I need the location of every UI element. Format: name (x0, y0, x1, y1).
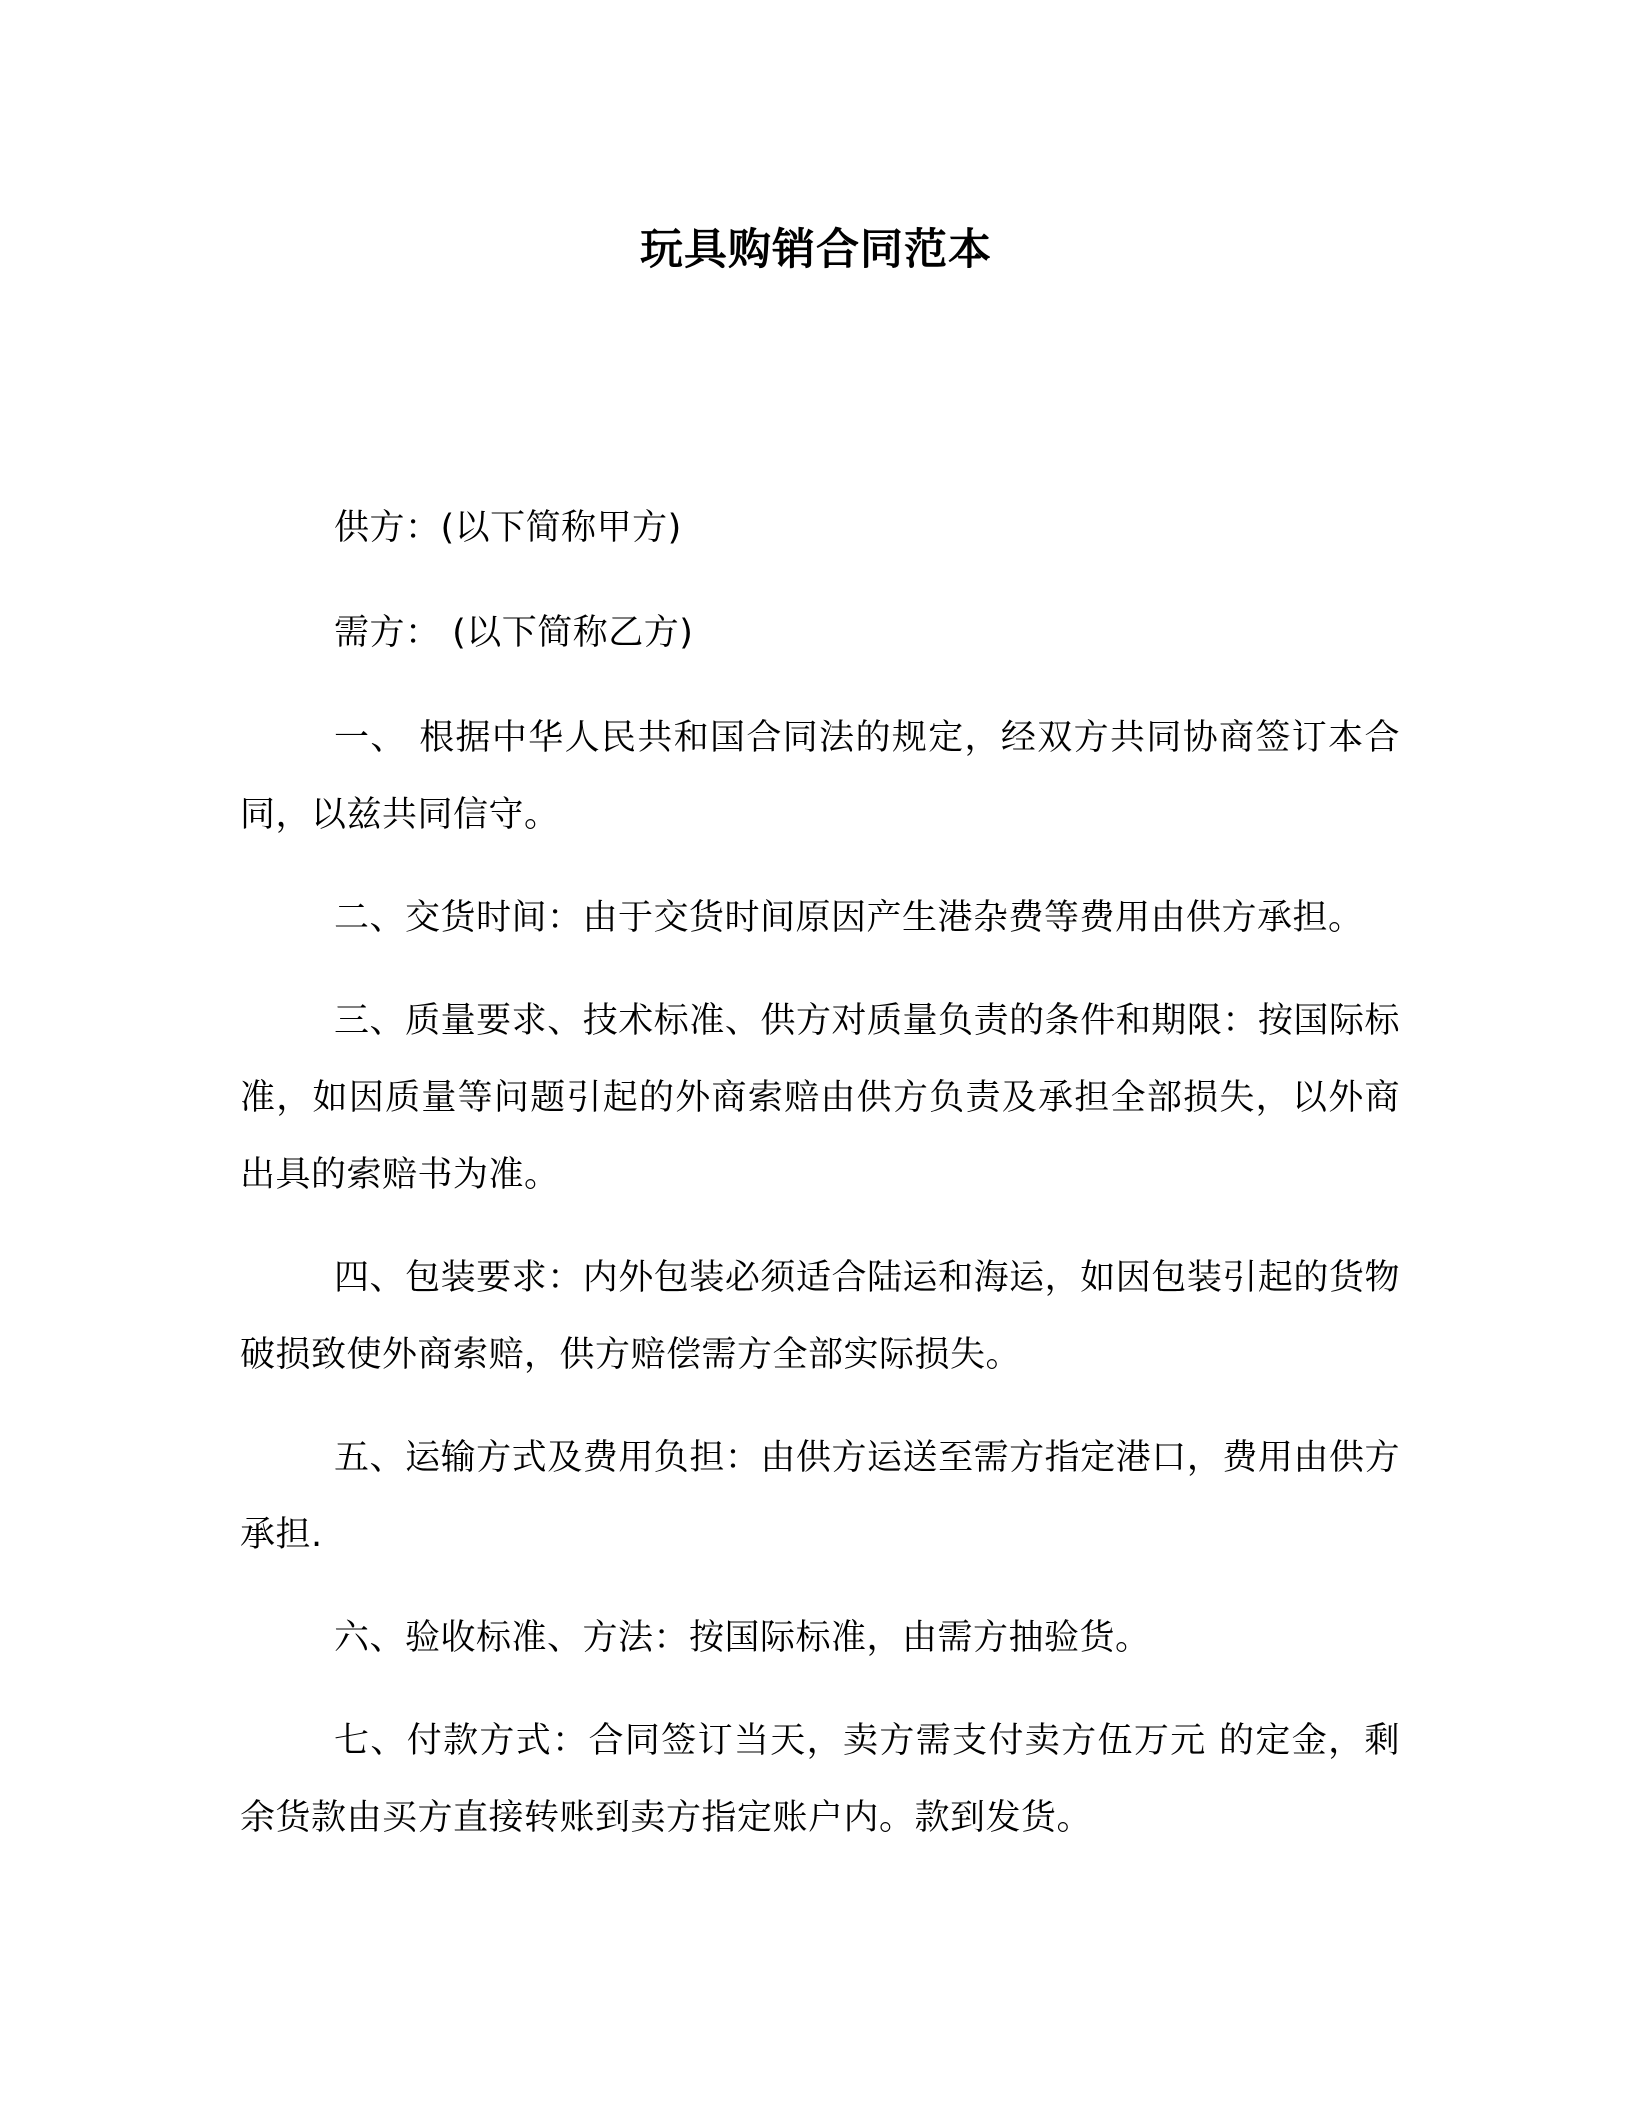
clause-5: 五、运输方式及费用负担：由供方运送至需方指定港口，费用由供方承担. (240, 1438, 1400, 1555)
clause-3: 三、质量要求、技术标准、供方对质量负责的条件和期限：按国际标准，如因质量等问题引起的外商索赔由供方负责及承担全部损失，以外商出具的索赔书为准。 (240, 1001, 1400, 1195)
clause-7: 七、付款方式：合同签订当天，卖方需支付卖方伍万元 的定金，剩余货款由买方直接转账到卖方指定账户内。款到发货。 (240, 1721, 1400, 1838)
document-body (240, 490, 1400, 1883)
clause-1: 一、 根据中华人民共和国合同法的规定，经双方共同协商签订本合同，以兹共同信守。 (240, 718, 1400, 835)
clause-2: 二、交货时间：由于交货时间原因产生港杂费等费用由供方承担。 (334, 898, 1364, 938)
document-title: 玩具购销合同范本 (640, 225, 992, 275)
supplier-line: 供方：(以下简称甲方) (334, 508, 682, 548)
buyer-line: 需方： (以下简称乙方) (334, 613, 694, 653)
clause-6: 六、验收标准、方法：按国际标准，由需方抽验货。 (334, 1618, 1151, 1658)
clause-4: 四、包装要求：内外包装必须适合陆运和海运，如因包装引起的货物破损致使外商索赔，供方赔偿需方全部实际损失。 (240, 1258, 1400, 1375)
